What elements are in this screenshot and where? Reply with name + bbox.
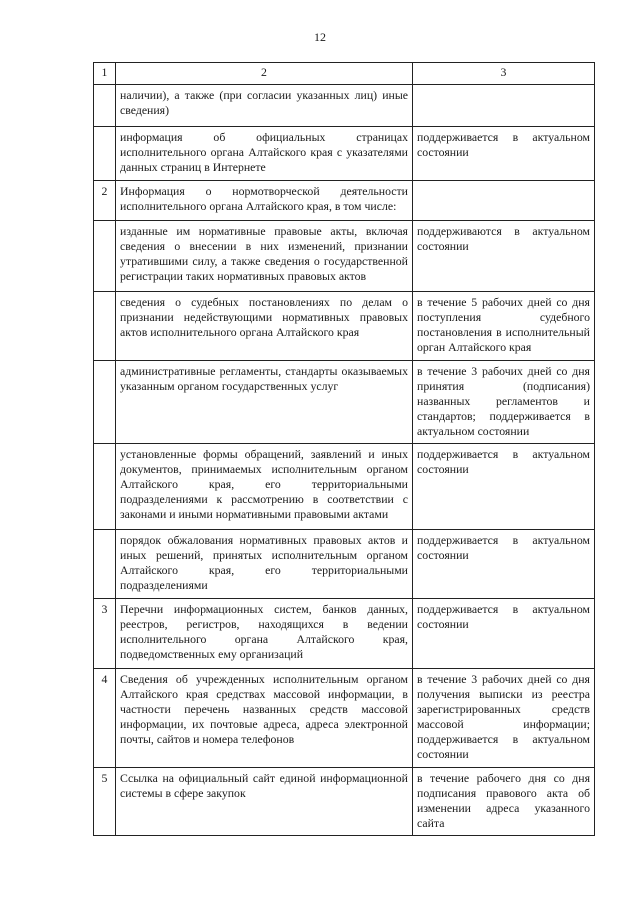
table-row (94, 768, 595, 836)
row-term (413, 85, 595, 127)
row-term: поддерживаются в актуальном состоянии (413, 221, 595, 292)
row-number (94, 221, 116, 292)
table-row (94, 530, 595, 599)
row-description: Перечни информационных систем, банков данных, реестров, регистров, находящихся в ведении исполнительного органа Алтайского края, подведомственных ему организаций (116, 599, 413, 669)
table-row (94, 669, 595, 768)
table-row (94, 444, 595, 530)
row-term: в течение 5 рабочих дней со дня поступления судебного постановления в исполнительный орган Алтайского края (413, 292, 595, 361)
row-number: 2 (94, 181, 116, 221)
row-number (94, 361, 116, 444)
row-description: сведения о судебных постановлениях по делам о признании недействующими нормативных правовых актов исполнительного органа Алтайского края (116, 292, 413, 361)
table-row (94, 361, 595, 444)
row-number (94, 530, 116, 599)
header-col-1: 1 (94, 63, 116, 85)
row-number (94, 292, 116, 361)
row-term: в течение рабочего дня со дня подписания правового акта об изменении адреса указанного сайта (413, 768, 595, 836)
table-header (94, 63, 595, 85)
row-description: наличии), а также (при согласии указанных лиц) иные сведения) (116, 85, 413, 127)
row-number: 5 (94, 768, 116, 836)
row-number (94, 444, 116, 530)
row-description: изданные им нормативные правовые акты, включая сведения о внесении в них изменений, признании утратившими силу, а также сведения о государственной регистрации таких нормативных правовых актов (116, 221, 413, 292)
row-description: Информация о нормотворческой деятельности исполнительного органа Алтайского края, в том числе: (116, 181, 413, 221)
row-description: установленные формы обращений, заявлений и иных документов, принимаемых исполнительным органом Алтайского края, его территориальными подразделениями к рассмотрению в соответствии с законами и иными нормативными правовыми актами (116, 444, 413, 530)
table-row (94, 221, 595, 292)
header-col-2: 2 (116, 63, 413, 85)
row-term (413, 181, 595, 221)
row-description: Ссылка на официальный сайт единой информационной системы в сфере закупок (116, 768, 413, 836)
row-term: в течение 3 рабочих дней со дня принятия (подписания) названных регламентов и стандартов; поддерживается в актуальном состоянии (413, 361, 595, 444)
row-description: порядок обжалования нормативных правовых актов и иных решений, принятых исполнительным органом Алтайского края, его территориальными подразделениями (116, 530, 413, 599)
page-number: 12 (314, 30, 326, 44)
table-row (94, 85, 595, 127)
table-row (94, 599, 595, 669)
header-col-3: 3 (413, 63, 595, 85)
row-number (94, 85, 116, 127)
row-term: поддерживается в актуальном состоянии (413, 127, 595, 181)
row-term: в течение 3 рабочих дней со дня получения выписки из реестра зарегистрированных средств массовой информации; поддерживается в актуальном состоянии (413, 669, 595, 768)
row-term: поддерживается в актуальном состоянии (413, 530, 595, 599)
row-number: 4 (94, 669, 116, 768)
row-number: 3 (94, 599, 116, 669)
info-table (93, 62, 595, 836)
row-description: Сведения об учрежденных исполнительным органом Алтайского края средствах массовой информации, в частности перечень названных средств массовой информации, их почтовые адреса, адреса электронной почты, сайтов и номера телефонов (116, 669, 413, 768)
table-row (94, 127, 595, 181)
table-row (94, 292, 595, 361)
row-term: поддерживается в актуальном состоянии (413, 599, 595, 669)
row-term: поддерживается в актуальном состоянии (413, 444, 595, 530)
row-description: информация об официальных страницах исполнительного органа Алтайского края с указателями данных страниц в Интернете (116, 127, 413, 181)
row-description: административные регламенты, стандарты оказываемых указанным органом государственных услуг (116, 361, 413, 444)
table-row (94, 181, 595, 221)
row-number (94, 127, 116, 181)
